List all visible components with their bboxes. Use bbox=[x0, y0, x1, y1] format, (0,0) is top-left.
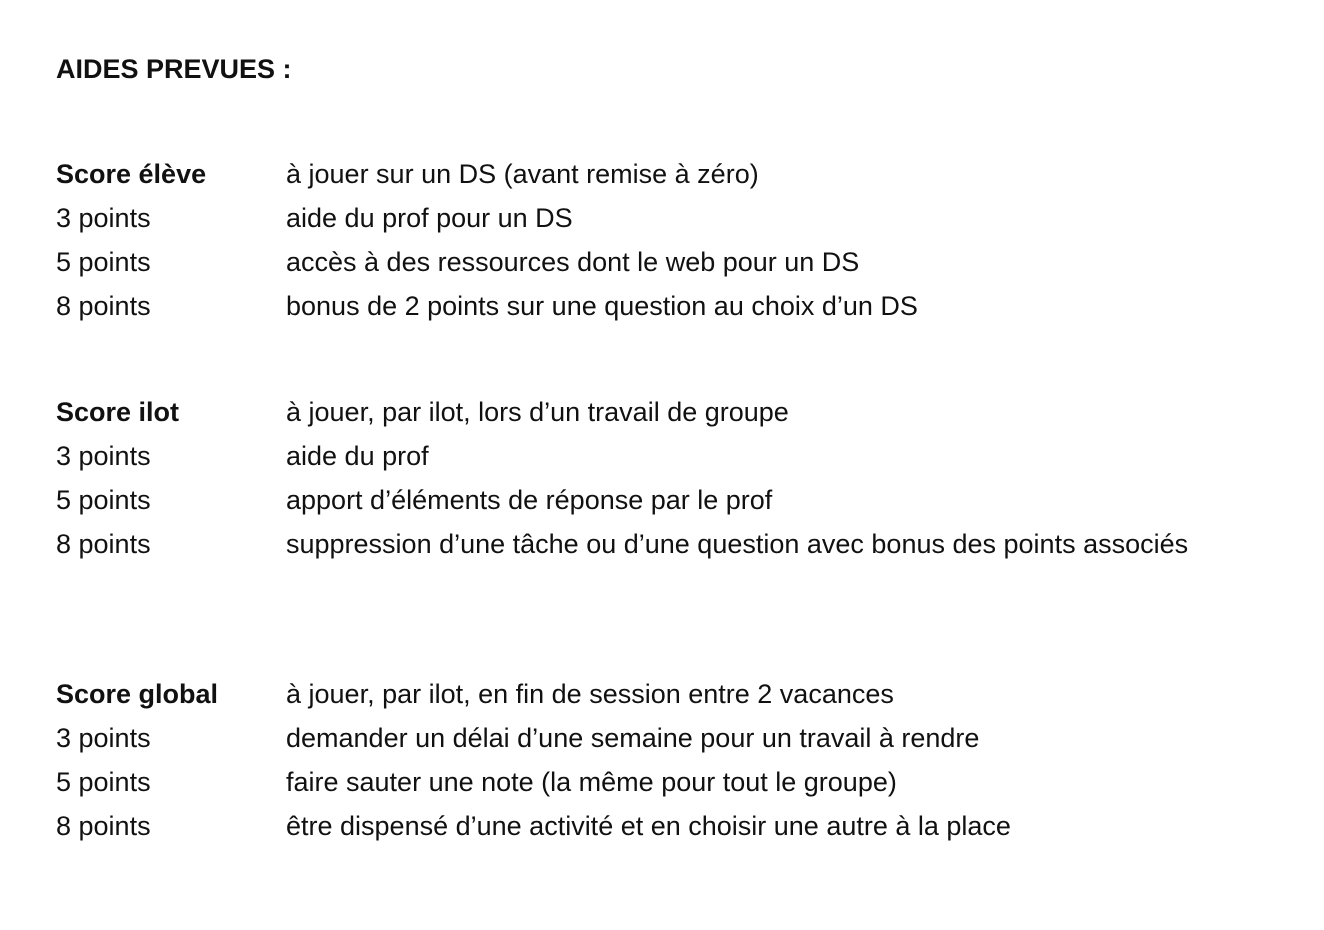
section-heading: Score ilot bbox=[56, 397, 180, 427]
list-item bbox=[56, 809, 1296, 853]
list-item bbox=[56, 245, 1296, 289]
list-item bbox=[56, 765, 1296, 809]
points-label: 3 points bbox=[56, 723, 151, 753]
aid-description: aide du prof bbox=[286, 441, 429, 471]
section-heading-desc: à jouer, par ilot, en fin de session entre 2 vacances bbox=[286, 679, 894, 709]
points-label: 8 points bbox=[56, 291, 151, 321]
section-heading-desc: à jouer sur un DS (avant remise à zéro) bbox=[286, 159, 759, 189]
points-label: 5 points bbox=[56, 485, 151, 515]
section-heading-row bbox=[56, 395, 1296, 439]
points-label: 3 points bbox=[56, 441, 151, 471]
section-score-eleve bbox=[56, 157, 1296, 333]
aid-description: apport d’éléments de réponse par le prof bbox=[286, 485, 773, 515]
list-item bbox=[56, 527, 1296, 571]
aid-description: faire sauter une note (la même pour tout le groupe) bbox=[286, 767, 897, 797]
aid-description: demander un délai d’une semaine pour un travail à rendre bbox=[286, 723, 980, 753]
document-title: AIDES PREVUES : bbox=[56, 54, 292, 84]
aid-description: bonus de 2 points sur une question au choix d’un DS bbox=[286, 291, 918, 321]
list-item bbox=[56, 721, 1296, 765]
list-item bbox=[56, 201, 1296, 245]
section-heading: Score global bbox=[56, 679, 219, 709]
points-label: 3 points bbox=[56, 203, 151, 233]
aid-description: suppression d’une tâche ou d’une question avec bonus des points associés bbox=[286, 529, 1189, 559]
list-item bbox=[56, 289, 1296, 333]
aid-description: être dispensé d’une activité et en choisir une autre à la place bbox=[286, 811, 1011, 841]
section-heading-row bbox=[56, 677, 1296, 721]
section-heading-desc: à jouer, par ilot, lors d’un travail de groupe bbox=[286, 397, 789, 427]
section-heading: Score élève bbox=[56, 159, 207, 189]
points-label: 8 points bbox=[56, 529, 151, 559]
list-item bbox=[56, 483, 1296, 527]
aid-description: accès à des ressources dont le web pour un DS bbox=[286, 247, 860, 277]
points-label: 8 points bbox=[56, 811, 151, 841]
section-heading-row bbox=[56, 157, 1296, 201]
points-label: 5 points bbox=[56, 247, 151, 277]
list-item bbox=[56, 439, 1296, 483]
aid-description: aide du prof pour un DS bbox=[286, 203, 573, 233]
points-label: 5 points bbox=[56, 767, 151, 797]
section-score-global bbox=[56, 677, 1296, 853]
section-score-ilot bbox=[56, 395, 1296, 571]
